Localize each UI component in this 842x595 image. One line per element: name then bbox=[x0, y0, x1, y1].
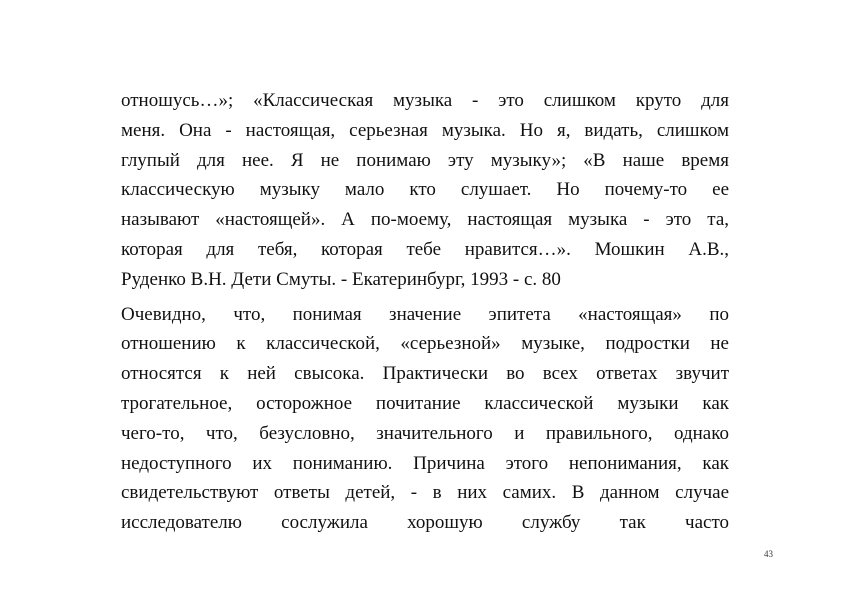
text-line: отношусь…»; «Классическая музыка - это слишком круто для bbox=[121, 90, 729, 111]
text-line: трогательное, осторожное почитание классической музыки как bbox=[121, 392, 729, 414]
text-line: свидетельствуют ответы детей, - в них самих. В данном случае bbox=[121, 482, 729, 504]
text-line: которая для тебя, которая тебе нравится…». Мошкин А.В., bbox=[121, 238, 729, 260]
text-line: Руденко В.Н. Дети Смуты. - Екатеринбург, 1993 - с. 80 bbox=[121, 268, 561, 290]
body-text bbox=[121, 86, 729, 538]
paragraph-analysis bbox=[121, 300, 729, 538]
text-line: глупый для нее. Я не понимаю эту музыку»; «В наше время bbox=[121, 149, 729, 171]
text-line: недоступного их пониманию. Причина этого непонимания, как bbox=[121, 452, 729, 474]
text-line: исследователю сослужила хорошую службу так часто bbox=[121, 512, 729, 534]
text-line: относятся к ней свысока. Практически во всех ответах звучит bbox=[121, 363, 729, 385]
text-line: называют «настоящей». А по-моему, настоящая музыка - это та, bbox=[121, 209, 729, 231]
text-line: отношению к классической, «серьезной» музыке, подростки не bbox=[121, 333, 729, 355]
paragraph-quote-continuation bbox=[121, 86, 729, 295]
text-line: классическую музыку мало кто слушает. Но почему-то ее bbox=[121, 179, 729, 201]
text-line: меня. Она - настоящая, серьезная музыка. Но я, видать, слишком bbox=[121, 119, 729, 141]
page-number: 43 bbox=[764, 549, 773, 559]
text-line: Очевидно, что, понимая значение эпитета «настоящая» по bbox=[121, 303, 729, 325]
text-line: чего-то, что, безусловно, значительного и правильного, однако bbox=[121, 422, 729, 444]
